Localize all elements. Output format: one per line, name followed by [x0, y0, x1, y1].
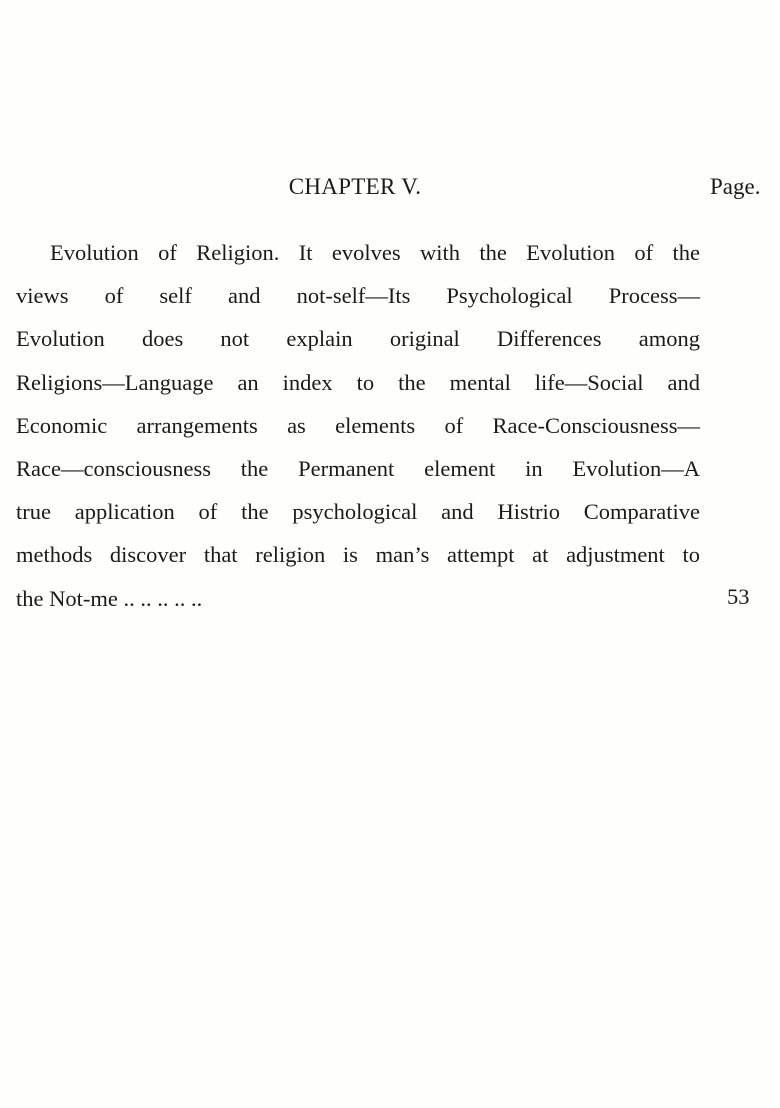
- page-column-label: Page.: [710, 174, 761, 199]
- page-number: 53: [727, 584, 750, 609]
- summary-line: Evolution of Religion. It evolves with the Evolution of the: [50, 240, 700, 265]
- summary-line-leader: the Not-me .. .. .. .. ..: [16, 585, 203, 611]
- summary-line: Economic arrangements as elements of Race-Consciousness—: [16, 412, 700, 438]
- chapter-heading: CHAPTER V.: [288, 174, 422, 199]
- summary-line: Evolution does not explain original Differences among: [16, 326, 700, 352]
- summary-line: Religions—Language an index to the mental life—Social and: [16, 369, 700, 395]
- summary-line: methods discover that religion is man’s attempt at adjustment to: [16, 542, 700, 568]
- summary-line: true application of the psychological and Histrio Comparative: [16, 499, 700, 525]
- summary-line: Race—consciousness the Permanent element in Evolution—A: [16, 455, 700, 481]
- summary-line: views of self and not-self—Its Psychological Process—: [16, 283, 700, 309]
- chapter-summary: [16, 231, 700, 620]
